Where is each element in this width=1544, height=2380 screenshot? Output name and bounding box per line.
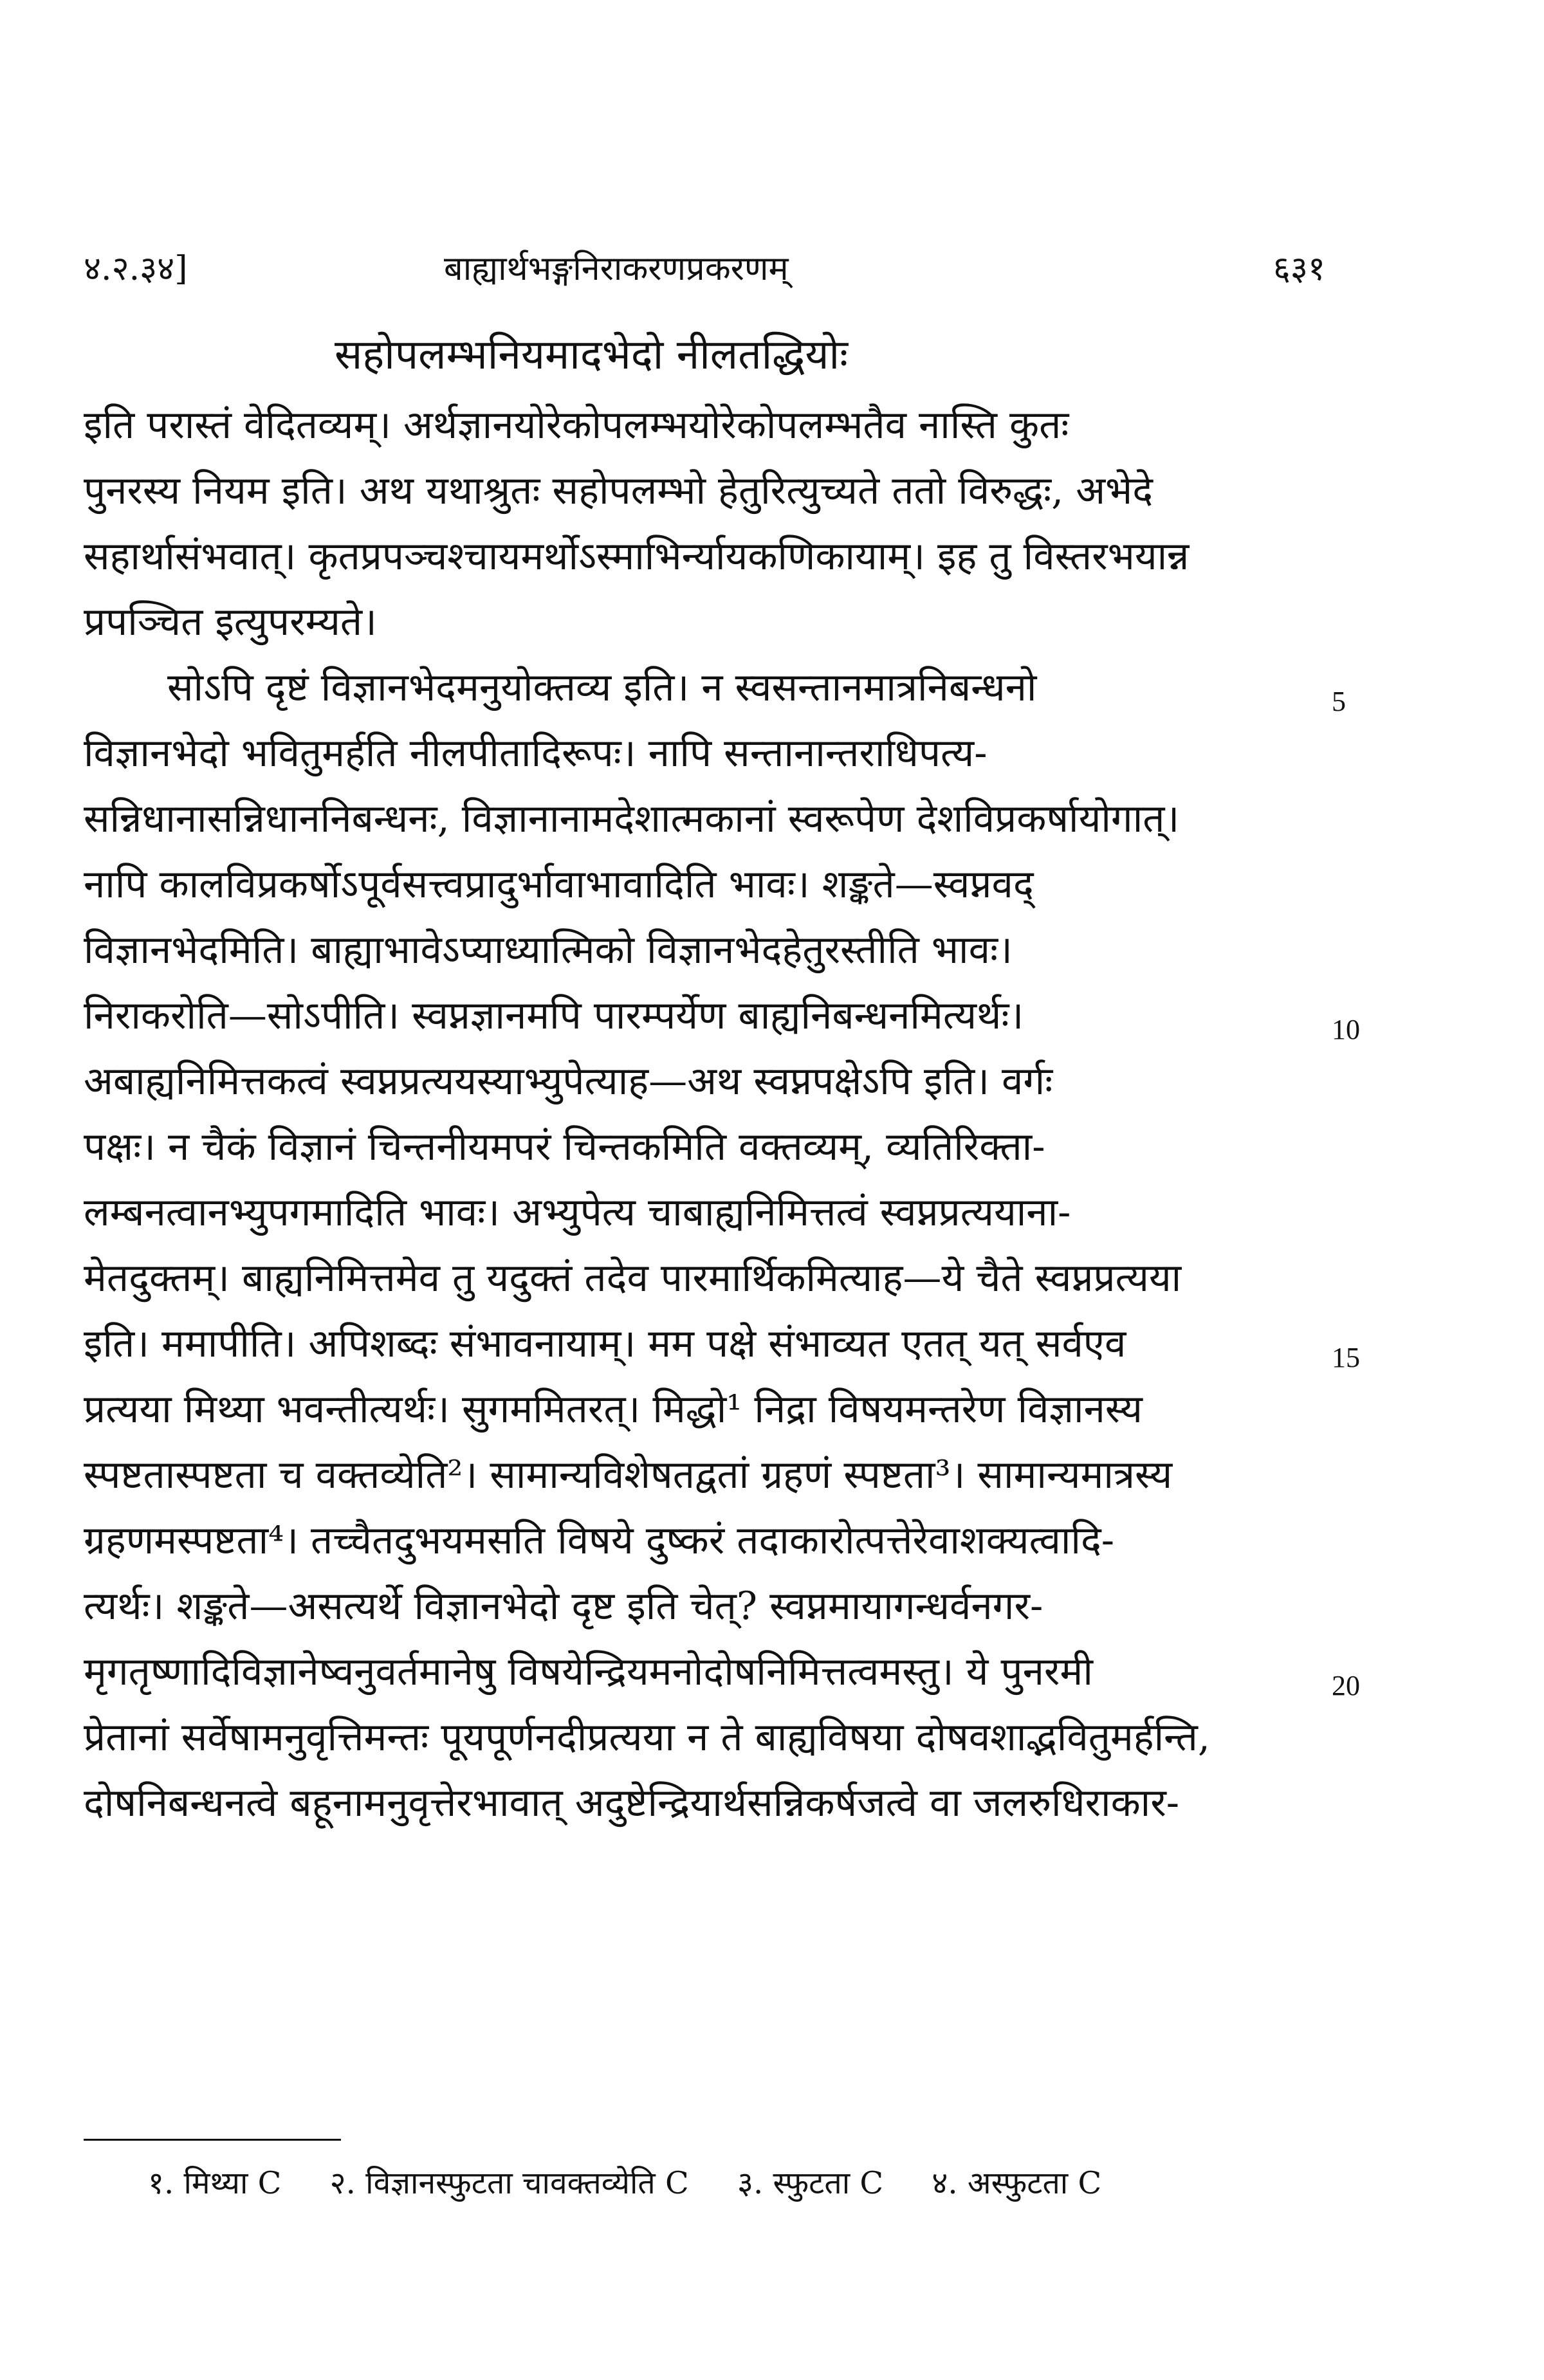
text-line [84, 983, 1325, 1048]
line-text: विज्ञानभेदमिति। बाह्याभावेऽप्याध्यात्मिको विज्ञानभेदहेतुरस्तीति भावः। [84, 928, 1013, 973]
text-line [84, 458, 1325, 524]
text-line [84, 524, 1325, 589]
section-reference: ४.२.३४] [84, 250, 188, 288]
text-line [84, 1180, 1325, 1245]
text-line [84, 1311, 1325, 1377]
chapter-title: बाह्यार्थभङ्गनिराकरणप्रकरणम् [444, 250, 789, 288]
line-text: दोषनिबन्धनत्वे बहूनामनुवृत्तेरभावात् अदुष्टेन्द्रियार्थसन्निकर्षजत्वे वा जलरुधिराकार- [84, 1780, 1180, 1826]
footnote-rule [84, 2139, 341, 2141]
text-line [84, 1377, 1325, 1442]
text-line [84, 1245, 1325, 1311]
page-number: ६३१ [1273, 250, 1325, 288]
line-text: लम्बनत्वानभ्युपगमादिति भावः। अभ्युपेत्य चाबाह्यनिमित्तत्वं स्वप्नप्रत्ययाना- [84, 1190, 1071, 1235]
line-text: त्यर्थः। शङ्कते—असत्यर्थे विज्ञानभेदो दृष्ट इति चेत्? स्वप्नमायागन्धर्वनगर- [84, 1584, 1043, 1629]
footnote: ४. अस्फुटता C [932, 2165, 1102, 2201]
verse-line: सहोपलम्भनियमादभेदो नीलतद्धियोः [335, 331, 849, 379]
text-line [84, 1442, 1325, 1508]
line-text: विज्ञानभेदो भवितुमर्हति नीलपीतादिरूपः। नापि सन्तानान्तराधिपत्य- [84, 731, 988, 776]
line-text: प्रत्यया मिथ्या भवन्तीत्यर्थः। सुगममितरत्। मिद्धो¹ निद्रा विषयमन्तरेण विज्ञानस्य [84, 1387, 1143, 1432]
line-text: पुनरस्य नियम इति। अथ यथाश्रुतः सहोपलम्भो हेतुरित्युच्यते ततो विरुद्धः, अभेदे [84, 468, 1153, 513]
text-line [84, 1770, 1325, 1836]
text-line [84, 917, 1325, 983]
text-line [84, 655, 1325, 720]
text-line [84, 1573, 1325, 1639]
line-text: मृगतृष्णादिविज्ञानेष्वनुवर्तमानेषु विषयेन्द्रियमनोदोषनिमित्तत्वमस्तु। ये पुनरमी [84, 1649, 1093, 1694]
margin-line-number: 10 [1332, 1014, 1360, 1045]
footnote: १. मिथ्या C [148, 2165, 282, 2201]
text-line [84, 1705, 1325, 1770]
text-line [84, 720, 1325, 786]
line-text: सोऽपि दृष्टं विज्ञानभेदमनुयोक्तव्य इति। न स्वसन्तानमात्रनिबन्धनो [167, 665, 1037, 710]
text-line [84, 786, 1325, 852]
line-text: इति। ममापीति। अपिशब्दः संभावनायाम्। मम पक्षे संभाव्यत एतत् यत् सर्वएव [84, 1321, 1126, 1366]
margin-line-number: 15 [1332, 1342, 1360, 1373]
line-text: पक्षः। न चैकं विज्ञानं चिन्तनीयमपरं चिन्तकमिति वक्तव्यम्, व्यतिरिक्ता- [84, 1124, 1045, 1169]
line-text: मेतदुक्तम्। बाह्यनिमित्तमेव तु यदुक्तं तदेव पारमार्थिकमित्याह—ये चैते स्वप्नप्रत्यया [84, 1256, 1182, 1301]
line-text: प्रपञ्चित इत्युपरम्यते। [84, 600, 377, 645]
line-text: नापि कालविप्रकर्षोऽपूर्वसत्त्वप्रादुर्भावाभावादिति भावः। शङ्कते—स्वप्नवद् [84, 862, 1034, 907]
footnote: २. विज्ञानस्फुटता चावक्तव्येति C [329, 2165, 689, 2201]
running-header [84, 244, 1325, 289]
commentary-body [84, 392, 1325, 1836]
text-line [84, 1048, 1325, 1114]
text-line [84, 1508, 1325, 1573]
text-line [84, 392, 1325, 458]
text-line [84, 1639, 1325, 1705]
line-text: प्रेतानां सर्वेषामनुवृत्तिमन्तः पूयपूर्णनदीप्रत्यया न ते बाह्यविषया दोषवशाद्भवितुमर्हन्ति, [84, 1715, 1210, 1760]
margin-line-number: 5 [1332, 686, 1346, 717]
line-text: अबाह्यनिमित्तकत्वं स्वप्नप्रत्ययस्याभ्युपेत्याह—अथ स्वप्नपक्षेऽपि इति। वर्गः [84, 1059, 1053, 1104]
line-text: सन्निधानासन्निधाननिबन्धनः, विज्ञानानामदेशात्मकानां स्वरूपेण देशविप्रकर्षायोगात्। [84, 796, 1180, 841]
line-text: निराकरोति—सोऽपीति। स्वप्नज्ञानमपि पारम्पर्येण बाह्यनिबन्धनमित्यर्थः। [84, 993, 1024, 1038]
line-text: ग्रहणमस्पष्टता⁴। तच्चैतदुभयमसति विषये दुष्करं तदाकारोत्पत्तेरेवाशक्यत्वादि- [84, 1518, 1115, 1563]
margin-line-number: 20 [1332, 1670, 1360, 1701]
line-text: सहार्थासंभवात्। कृतप्रपञ्चश्चायमर्थोऽस्माभिर्न्यायकणिकायाम्। इह तु विस्तरभयान्न [84, 534, 1190, 579]
footnotes [148, 2161, 1140, 2203]
text-line [84, 1114, 1325, 1180]
text-line [84, 852, 1325, 917]
line-text: इति परास्तं वेदितव्यम्। अर्थज्ञानयोरेकोपलम्भयोरेकोपलम्भतैव नास्ति कुतः [84, 403, 1069, 448]
footnote: ३. स्फुटता C [737, 2165, 884, 2201]
text-line [84, 589, 1325, 655]
line-text: स्पष्टतास्पष्टता च वक्तव्येति²। सामान्यविशेषतद्वतां ग्रहणं स्पष्टता³। सामान्यमात्रस्य [84, 1452, 1173, 1497]
